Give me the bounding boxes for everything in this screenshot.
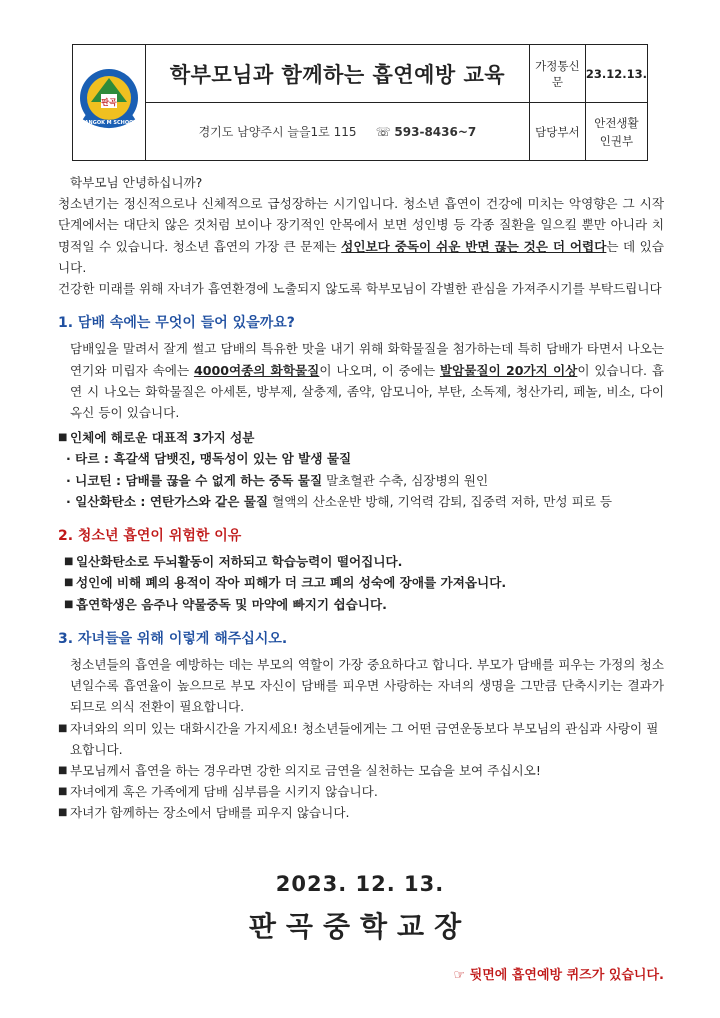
document-title: 학부모님과 함께하는 흡연예방 교육 (146, 45, 530, 103)
square-bullet-icon: ■ (58, 722, 68, 734)
s2-item-0 (58, 551, 664, 572)
intro-emphasis: 성인보다 중독이 쉬운 반면 끊는 것은 더 어렵다 (341, 238, 607, 254)
s1-item-rest: 혈액의 산소운반 방해, 기억력 감퇴, 집중력 저하, 만성 피로 등 (268, 493, 613, 509)
s1-item-bold: 연탄가스와 같은 물질 (149, 493, 269, 509)
intro-paragraph-2: 건강한 미래를 위해 자녀가 흡연환경에 노출되지 않도록 학부모님이 각별한 관심을 가져주시기를 부탁드립니다 (58, 281, 662, 297)
dept-line-1: 안전생활 (594, 115, 639, 130)
back-page-note-text: 뒷면에 흡연예방 퀴즈가 있습니다. (469, 968, 664, 983)
pointing-hand-icon: ☞ (453, 968, 466, 983)
dept-value (585, 103, 647, 161)
s1-sub-heading-row (58, 427, 664, 448)
doc-date: 23.12.13. (585, 45, 647, 103)
letter-body (58, 172, 664, 824)
logo-text: 판곡 (101, 97, 117, 107)
school-logo (77, 66, 141, 136)
intro-text-a: 청소년기는 정신적으로나 신체적으로 급성장하는 시기입니다. 청소년 흡연이 건강에 미치는 악영향은 그 시작 단계에서는 대단치 않은 것처럼 보이나 장기적인 안목에서 보면 성인병 등 각종 질환을 일으킬 뿐만 아니라 치명적일 수 있습니다. 청소년 흡연의 가장 큰 문제는 (58, 196, 664, 254)
s3-item-2 (58, 781, 664, 802)
s2-item-text: 성인에 비해 폐의 용적이 작아 피해가 더 크고 폐의 성숙에 장애를 가져옵니다. (76, 575, 507, 591)
s1-text-c: 이 있습니다. 흡연 시 나오는 화학물질은 아세톤, 방부제, 살충제, 좀약, 암모니아, 부탄, 소독제, 청산가리, 페놀, 비소, 다이옥신 등이 있습니다. (70, 362, 664, 421)
section3-heading: 3. 자녀들을 위해 이렇게 해주십시오. (58, 630, 288, 647)
s1-emphasis-1: 4000여종의 화학물질 (193, 362, 320, 378)
s1-item-bold: 흑갈색 담뱃진, 맹독성이 있는 암 발생 물질 (113, 451, 352, 467)
section1-heading: 1. 담배 속에는 무엇이 들어 있을까요? (58, 315, 295, 332)
dept-label: 담당부서 (529, 103, 585, 161)
s2-item-1 (58, 572, 664, 593)
dept-line-2: 인권부 (599, 133, 634, 148)
s3-item-1 (58, 760, 664, 781)
s2-item-text: 일산화탄소로 두뇌활동이 저하되고 학습능력이 떨어집니다. (76, 554, 403, 570)
intro-paragraph-1 (58, 193, 664, 278)
greeting: 학부모님 안녕하십니까? (70, 175, 203, 190)
doc-type-label: 가정통신문 (529, 45, 585, 103)
s3-item-text: 자녀에게 혹은 가족에게 담배 심부름을 시키지 않습니다. (70, 784, 378, 800)
s2-item-text: 흡연학생은 음주나 약물중독 및 마약에 빠지기 쉽습니다. (76, 596, 387, 612)
signature-date: 2023. 12. 13. (275, 872, 445, 896)
square-bullet-icon: ■ (64, 577, 74, 589)
s1-item-0 (58, 448, 664, 469)
s1-item-name: · 니코틴 : (66, 472, 126, 488)
phone-number: 593-8436~7 (394, 125, 477, 139)
school-logo-cell (73, 45, 146, 161)
s1-item-name: · 타르 : (66, 451, 114, 467)
s1-item-rest: 말초혈관 수축, 심장병의 원인 (322, 472, 489, 488)
s1-text-b: 이 나오며, 이 중에는 (319, 362, 440, 378)
section1-paragraph (58, 338, 664, 423)
s3-item-text: 자녀와의 의미 있는 대화시간을 가지세요! 청소년들에게는 그 어떤 금연운동보다 부모님의 관심과 사랑이 필요합니다. (70, 720, 659, 757)
square-bullet-icon: ■ (64, 598, 74, 610)
intro-text-b: 는 데 있습니다. (58, 238, 665, 275)
s1-item-1 (58, 470, 664, 491)
square-bullet-icon: ■ (58, 432, 68, 444)
section2-heading: 2. 청소년 흡연이 위험한 이유 (58, 528, 242, 545)
s3-item-0 (58, 718, 664, 760)
s1-text-a: 담배잎을 말려서 잘게 썰고 담배의 특유한 맛을 내기 위해 화학물질을 첨가하는데 특히 담배가 타면서 나오는 연기와 미립자 속에는 (70, 341, 664, 378)
address-cell (146, 103, 530, 161)
section3-intro: 청소년들의 흡연을 예방하는 데는 부모의 역할이 가장 중요하다고 합니다. 부모가 담배를 피우는 가정의 청소년일수록 흡연율이 높으므로 부모 자신이 담배를 피우면 사랑하는 자녀의 생명을 그만큼 단축시키는 결과가 되므로 의식 전환이 필요합니다. (70, 657, 664, 715)
phone-icon: ☏ (375, 125, 391, 139)
s1-item-bold: 담배를 끊을 수 없게 하는 중독 물질 (125, 472, 323, 488)
s3-item-3 (58, 802, 664, 823)
s1-emphasis-2: 발암물질이 20가지 이상 (439, 362, 578, 378)
s1-sub-heading: 인체에 해로운 대표적 3가지 성분 (70, 430, 255, 446)
school-address: 경기도 남양주시 늘을1로 115 (198, 125, 357, 139)
square-bullet-icon: ■ (64, 556, 74, 568)
back-page-note (453, 964, 664, 983)
square-bullet-icon: ■ (58, 786, 68, 798)
s2-item-2 (58, 594, 664, 615)
principal-signature: 판곡중학교장 (248, 910, 472, 943)
s1-item-name: · 일산화탄소 : (66, 493, 150, 509)
header-table (72, 44, 648, 161)
s1-item-2 (58, 491, 664, 512)
logo-caption: PANGOK M SCHOOL (81, 119, 137, 126)
s3-item-text: 자녀가 함께하는 장소에서 담배를 피우지 않습니다. (70, 805, 350, 821)
square-bullet-icon: ■ (58, 807, 68, 819)
square-bullet-icon: ■ (58, 765, 68, 777)
s3-item-text: 부모님께서 흡연을 하는 경우라면 강한 의지로 금연을 실천하는 모습을 보여 주십시오! (70, 763, 541, 779)
